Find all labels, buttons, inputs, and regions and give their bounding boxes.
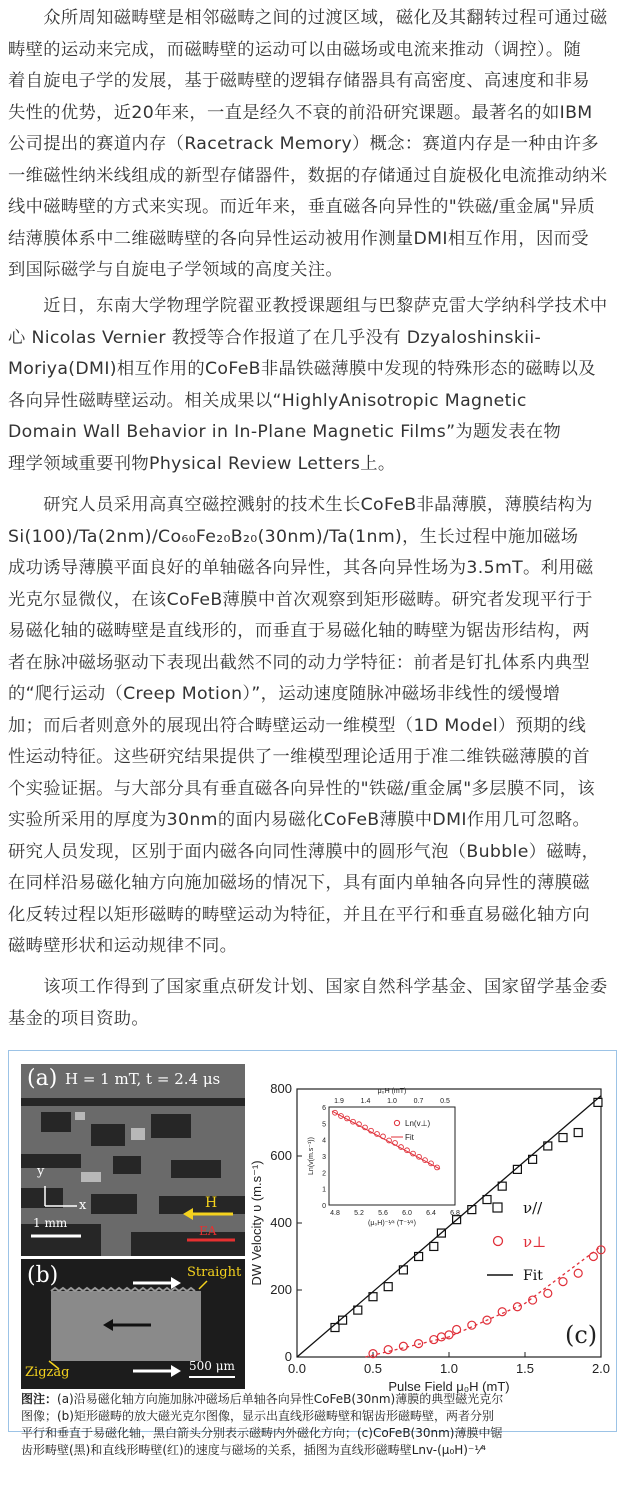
inset-x-tick-label: 5.2 xyxy=(354,1210,364,1217)
inset-frame xyxy=(329,1107,455,1205)
data-point-circle xyxy=(437,1333,445,1341)
inset-y-axis-label: Ln(v(m.s⁻¹)) xyxy=(308,1137,315,1175)
inset-y-tick-label: 1 xyxy=(322,1186,326,1194)
paragraph-line: 实验所采用的厚度为30nm的面内易磁化CoFeB薄膜中DMI作用几可忽略。 xyxy=(8,810,591,830)
paragraph-line: 着自旋电子学的发展，基于磁畴壁的逻辑存储器具有高密度、高速度和非易 xyxy=(8,71,590,91)
paragraph-line: Domain Wall Behavior in In-Plane Magnetic Films”为题发表在物 xyxy=(8,422,562,442)
paragraph-line: 畴壁的运动来完成，而磁畴壁的运动可以由磁场或电流来推动（调控）。随 xyxy=(8,39,582,60)
paragraph-line: 的“爬行运动（Creep Motion）”，运动速度随脉冲磁场非线性的缓慢增 xyxy=(8,684,561,704)
paragraph-funding xyxy=(8,972,617,1035)
data-point-square xyxy=(574,1129,582,1137)
paragraph-line: 近日，东南大学物理学院翟亚教授课题组与巴黎萨克雷大学纳科学技术中 xyxy=(8,296,608,316)
panel-a-params: H = 1 mT, t = 2.4 μs xyxy=(65,1070,221,1088)
panel-a-label: (a) xyxy=(27,1066,58,1091)
legend-label-parallel: ν// xyxy=(523,1199,543,1217)
data-point-square xyxy=(384,1283,392,1291)
data-point-circle xyxy=(498,1308,506,1316)
paragraph-line: 一维磁性纳米线组成的新型存储器件，数据的存储通过自旋极化电流推动纳米 xyxy=(8,165,608,186)
paragraph-line: 光克尔显微仪，在该CoFeB薄膜中首次观察到矩形磁畴。研究者发现平行于 xyxy=(8,589,593,610)
y-tick-label: 800 xyxy=(270,1081,292,1096)
caption-line: 齿形畴壁(黑)和直线形畴壁(红)的速度与磁场的关系，插图为直线形磁畴壁Lnv-(μ₀H)⁻¹⁄⁴ xyxy=(21,1443,486,1457)
inset-y-tick-label: 5 xyxy=(322,1121,326,1129)
paragraph-line: Moriya(DMI)相互作用的CoFeB非晶铁磁薄膜中发现的特殊形态的磁畴以及 xyxy=(8,359,596,379)
caption-label: 图注： xyxy=(21,1392,58,1406)
data-point-circle xyxy=(574,1269,582,1277)
paragraph-line: 该项工作得到了国家重点研发计划、国家自然科学基金、国家留学基金委 xyxy=(8,977,608,997)
caption-text: (a)沿易磁化轴方向施加脉冲磁场后单轴各向异性CoFeB(30nm)薄膜的典型磁光克尔 xyxy=(57,1392,504,1406)
x-axis-label: Pulse Field μ₀H (mT) xyxy=(388,1379,510,1394)
panel-b-label: (b) xyxy=(27,1263,59,1288)
caption-line: 平行和垂直于易磁化轴，黑白箭头分别表示磁畴内外磁化方向；(c)CoFeB(30nm)薄膜中锯 xyxy=(21,1426,503,1440)
legend-label-fit: Fit xyxy=(523,1268,543,1284)
data-point-circle xyxy=(544,1289,552,1297)
paragraph-line: Si(100)/Ta(2nm)/Co₆₀Fe₂₀B₂₀(30nm)/Ta(1nm)，生长过程中施加磁场 xyxy=(8,526,579,547)
legend-label-perp: ν⊥ xyxy=(523,1233,547,1251)
inset-x-tick-label: 4.8 xyxy=(330,1210,340,1217)
paragraph-line: 加；而后者则意外的展现出符合畴壁运动一维模型（1D Model）预期的线 xyxy=(8,715,587,736)
inset-x-tick-label: 5.6 xyxy=(378,1210,388,1217)
inset-top-tick-label: 1.4 xyxy=(360,1098,371,1105)
legend-square-icon xyxy=(493,1203,502,1212)
legend-circle-icon xyxy=(494,1237,503,1246)
paragraph-line: 基金的项目资助。 xyxy=(8,1008,150,1029)
paragraph-line: 各向异性磁畴壁运动。相关成果以“HighlyAnisotropic Magnetic xyxy=(8,390,527,411)
scale-bar-a: 1 mm xyxy=(33,1216,68,1230)
kerr-image-b xyxy=(21,1259,245,1389)
inset-top-tick-label: 1.9 xyxy=(334,1098,344,1105)
velocity-chart xyxy=(247,1061,615,1397)
paragraph-line: 公司提出的赛道内存（Racetrack Memory）概念：赛道内存是一种由许多 xyxy=(8,134,599,154)
inset-top-tick-label: 0.7 xyxy=(413,1098,424,1105)
inset-legend-label: Ln(v⊥) xyxy=(405,1119,431,1128)
paragraph-line: 研究人员发现，区别于面内磁各向同性薄膜中的圆形气泡（Bubble）磁畴， xyxy=(8,841,600,862)
paragraph-line: 个实验证据。与大部分具有垂直磁各向异性的"铁磁/重金属"多层膜不同，该 xyxy=(8,778,595,799)
inset-y-tick-label: 4 xyxy=(322,1137,326,1145)
y-axis-label: DW Velocity υ (m.s⁻¹) xyxy=(249,1160,264,1286)
paragraph-research-news xyxy=(8,291,617,480)
y-tick-label: 600 xyxy=(270,1148,292,1163)
paragraph-line: 易磁化轴的磁畴壁是直线形的，而垂直于易磁化轴的畴壁为锯齿形结构，两 xyxy=(8,621,590,641)
kerr-image-a xyxy=(21,1064,245,1256)
paragraph-line: 结薄膜体系中二维磁畴壁的各向异性运动被用作测量DMI相互作用，因而受 xyxy=(8,228,589,249)
caption-line xyxy=(21,1391,611,1408)
inset-top-tick-label: 0.5 xyxy=(440,1098,450,1105)
paragraph-line: 化反转过程以矩形磁畴的畴壁运动为特征，并且在平行和垂直易磁化轴方向 xyxy=(8,904,590,925)
data-point-circle xyxy=(513,1303,521,1311)
inset-y-tick-label: 6 xyxy=(322,1105,326,1112)
y-tick-label: 200 xyxy=(270,1282,292,1297)
inset-y-tick-label: 2 xyxy=(322,1170,326,1178)
data-point-circle xyxy=(445,1331,453,1339)
paragraph-line: 研究人员采用高真空磁控溅射的技术生长CoFeB非晶薄膜，薄膜结构为 xyxy=(8,495,593,515)
paragraph-line: 心 Nicolas Vernier 教授等合作报道了在几乎没有 Dzyaloshinskii- xyxy=(8,327,542,348)
data-point-square xyxy=(559,1134,567,1142)
caption-line: 图像；(b)矩形磁畴的放大磁光克尔图像，显示出直线形磁畴壁和锯齿形磁畴壁，两者分别 xyxy=(21,1409,494,1423)
inset-x-axis-label: (μ₀H)⁻¹⁄⁴ (T⁻¹⁄⁴) xyxy=(368,1220,416,1227)
x-tick-label: 0.5 xyxy=(363,1361,383,1376)
axis-x-label: x xyxy=(79,1198,87,1213)
inset-x-tick-label: 6.4 xyxy=(426,1210,436,1217)
straight-label: Straight xyxy=(187,1265,242,1280)
field-label: H xyxy=(205,1195,218,1211)
x-tick-label: 1.5 xyxy=(515,1361,535,1376)
inset-y-tick-label: 3 xyxy=(322,1154,326,1161)
x-tick-label: 0.0 xyxy=(287,1361,307,1376)
inset-top-tick-label: 1.0 xyxy=(387,1098,397,1105)
panel-c-label: (c) xyxy=(565,1321,598,1349)
paragraph-line: 成功诱导薄膜平面良好的单轴磁各向异性，其各向异性场为3.5mT。利用磁 xyxy=(8,558,594,578)
paragraph-line: 众所周知磁畴壁是相邻磁畴之间的过渡区域，磁化及其翻转过程可通过磁 xyxy=(8,8,608,28)
paragraph-research-details xyxy=(8,490,617,963)
axis-y-label: y xyxy=(37,1164,45,1179)
paragraph-intro xyxy=(8,3,617,287)
y-tick-label: 0 xyxy=(284,1349,292,1364)
data-point-circle xyxy=(589,1253,597,1261)
inset-top-axis-label: μ₀H (mT) xyxy=(377,1088,407,1095)
paragraph-line: 理学领域重要刊物Physical Review Letters上。 xyxy=(8,453,396,474)
inset-y-tick-label: 0 xyxy=(322,1203,326,1210)
inset-legend-fit-label: Fit xyxy=(405,1133,414,1142)
paragraph-line: 失性的优势，近20年来，一直是经久不衰的前沿研究课题。最著名的如IBM xyxy=(8,102,593,123)
paragraph-line: 到国际磁学与自旋电子学领域的高度关注。 xyxy=(8,260,343,280)
y-tick-label: 400 xyxy=(270,1215,292,1230)
inset-x-tick-label: 6.0 xyxy=(402,1210,412,1217)
inset-x-tick-label: 6.8 xyxy=(450,1210,460,1217)
x-tick-label: 1.0 xyxy=(439,1361,459,1376)
paragraph-line: 磁畴壁形状和运动规律不同。 xyxy=(8,936,238,956)
paragraph-line: 性运动特征。这些研究结果提供了一维模型理论适用于准二维铁磁薄膜的首 xyxy=(8,747,590,767)
paragraph-line: 在同样沿易磁化轴方向施加磁场的情况下，具有面内单轴各向异性的薄膜磁 xyxy=(8,873,590,893)
data-point-circle xyxy=(559,1278,567,1286)
data-point-square xyxy=(594,1098,602,1106)
data-point-square xyxy=(430,1242,438,1250)
paragraph-line: 者在脉冲磁场驱动下表现出截然不同的动力学特征：前者是钉扎体系内典型 xyxy=(8,652,590,673)
figure-caption xyxy=(21,1391,611,1459)
data-point-square xyxy=(415,1253,423,1261)
x-tick-label: 2.0 xyxy=(591,1361,611,1376)
figure-panel xyxy=(8,1050,617,1457)
easy-axis-label: EA xyxy=(199,1224,217,1238)
scale-bar-b: 500 μm xyxy=(189,1359,235,1373)
paragraph-line: 线中磁畴壁的方式来实现。而近年来，垂直磁各向异性的"铁磁/重金属"异质 xyxy=(8,197,595,217)
zigzag-label: Zigzag xyxy=(25,1365,70,1380)
